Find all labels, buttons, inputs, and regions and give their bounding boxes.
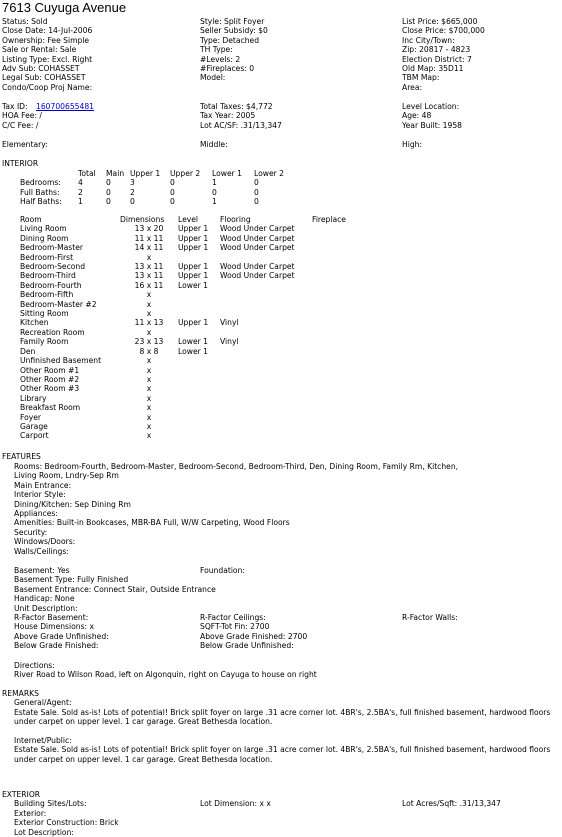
room-cell: Dimensions xyxy=(120,215,165,224)
room-row xyxy=(20,394,372,403)
room-cell xyxy=(220,413,312,422)
above-grade-finished: Above Grade Finished: 2700 xyxy=(200,631,308,641)
room-cell: Bedroom-Fourth xyxy=(20,280,82,290)
room-cell: Sitting Room xyxy=(20,309,69,319)
room-cell: Other Room #1 xyxy=(20,365,80,375)
room-cell xyxy=(312,309,372,318)
summary-col-2 xyxy=(200,17,268,83)
room-cell: Upper 1 xyxy=(178,243,209,253)
room-cell xyxy=(312,403,372,412)
feature-line-5: Appliances: xyxy=(14,508,58,518)
room-row xyxy=(20,290,372,299)
counts-cell: 0 xyxy=(130,197,135,207)
room-cell xyxy=(312,375,372,384)
room-cell xyxy=(220,431,312,440)
summary-field-1: Close Date: 14-Jul-2006 xyxy=(2,26,93,36)
summary-field-3: Sale or Rental: Sale xyxy=(2,45,77,55)
room-cell xyxy=(220,253,312,262)
room-cell: x xyxy=(146,356,152,366)
summary-field-2: Ownership: Fee Simple xyxy=(2,35,90,45)
room-cell xyxy=(178,300,220,309)
elementary-school: Elementary: xyxy=(2,140,48,149)
tax-field-2: Lot AC/SF: .31/13,347 xyxy=(200,120,282,130)
room-cell xyxy=(220,422,312,431)
room-cell: x xyxy=(146,299,152,309)
room-cell: Unfinished Basement xyxy=(20,356,102,366)
room-cell: x xyxy=(146,252,152,262)
room-cell xyxy=(178,403,220,412)
summary-field-2: Inc City/Town: xyxy=(402,35,455,45)
room-cell xyxy=(178,356,220,365)
building-sites: Building Sites/Lots: xyxy=(14,799,87,809)
tax-id-link[interactable]: 160700655481 xyxy=(36,102,94,111)
high-school: High: xyxy=(402,140,423,149)
summary-field-4: #Levels: 2 xyxy=(200,54,241,64)
room-cell xyxy=(312,318,372,327)
summary-field-5: Old Map: 35D11 xyxy=(402,63,464,73)
summary-field-5: #Fireplaces: 0 xyxy=(200,63,255,73)
exterior-line-1: Exterior Construction: Brick xyxy=(14,818,119,828)
room-cell: x xyxy=(146,327,152,337)
room-cell xyxy=(312,271,372,280)
room-cell: Fireplace xyxy=(312,215,346,224)
room-cell: Living Room xyxy=(20,224,67,234)
exterior-details xyxy=(14,809,119,837)
interior-heading: INTERIOR xyxy=(2,159,39,168)
room-cell: x xyxy=(146,374,152,384)
counts-cell: 0 xyxy=(170,187,175,197)
counts-cell: Full Baths: xyxy=(20,187,60,197)
counts-row xyxy=(20,197,294,206)
tax-col-3 xyxy=(402,102,462,130)
room-cell: Bedroom-Third xyxy=(20,271,76,281)
room-row xyxy=(20,243,372,252)
room-row xyxy=(20,403,372,412)
room-row xyxy=(20,431,372,440)
room-cell xyxy=(178,366,220,375)
room-row xyxy=(20,262,372,271)
room-cell xyxy=(312,384,372,393)
room-cell: x xyxy=(146,431,152,441)
room-row xyxy=(20,328,372,337)
lot-dimension: Lot Dimension: x x xyxy=(200,799,271,809)
counts-cell: 0 xyxy=(254,187,259,197)
room-cell xyxy=(220,281,312,290)
room-cell: Bedroom-Master xyxy=(20,243,84,253)
room-cell: Wood Under Carpet xyxy=(220,233,295,243)
room-cell: Upper 1 xyxy=(178,271,209,281)
room-cell: x xyxy=(146,421,152,431)
room-row xyxy=(20,224,372,233)
room-cell: 11 x 11 xyxy=(134,233,164,243)
feature-line-1: Living Room, Lndry-Sep Rm xyxy=(14,471,119,481)
basement-field: Basement: Yes xyxy=(14,566,70,575)
counts-cell: 1 xyxy=(78,197,83,207)
feature-line-7: Security: xyxy=(14,527,48,537)
room-cell xyxy=(178,290,220,299)
counts-cell: Total xyxy=(78,169,96,178)
room-cell xyxy=(312,356,372,365)
room-cell: 13 x 11 xyxy=(134,271,164,281)
summary-col-3 xyxy=(402,17,485,92)
counts-cell: 0 xyxy=(170,178,175,188)
room-row xyxy=(20,366,372,375)
above-grade-unfinished: Above Grade Unfinished: xyxy=(14,631,109,641)
room-cell: x xyxy=(146,290,152,300)
rfactor-basement: R-Factor Basement: xyxy=(14,613,89,622)
rfactor-ceilings: R-Factor Ceilings: xyxy=(200,613,266,622)
tax-field-2: Year Built: 1958 xyxy=(402,120,463,130)
remarks-heading: REMARKS xyxy=(2,689,39,698)
counts-cell: 2 xyxy=(130,187,135,197)
room-cell xyxy=(178,253,220,262)
basement-line-2: Handicap: None xyxy=(14,594,75,604)
room-cell: Bedroom-Master #2 xyxy=(20,299,97,309)
sqft-tot-fin: SQFT-Tot Fin: 2700 xyxy=(200,622,270,632)
summary-field-7: Condo/Coop Proj Name: xyxy=(2,82,93,92)
room-cell: Wood Under Carpet xyxy=(220,243,295,253)
room-cell xyxy=(220,366,312,375)
foundation-field: Foundation: xyxy=(200,566,245,575)
feature-line-3: Interior Style: xyxy=(14,490,66,500)
counts-cell: Bedrooms: xyxy=(20,178,61,188)
room-cell: 16 x 11 xyxy=(134,280,164,290)
room-row xyxy=(20,309,372,318)
counts-row xyxy=(20,188,294,197)
room-cell xyxy=(312,431,372,440)
feature-line-4: Dining/Kitchen: Sep Dining Rm xyxy=(14,499,131,509)
tax-field-0: HOA Fee: / xyxy=(2,111,42,121)
room-cell: Wood Under Carpet xyxy=(220,262,295,272)
tax-field-0: Level Location: xyxy=(402,102,460,111)
counts-cell: 0 xyxy=(212,187,217,197)
tax-id-row xyxy=(2,102,94,111)
counts-row xyxy=(20,178,294,187)
room-cell: Bedroom-First xyxy=(20,252,74,262)
features-heading: FEATURES xyxy=(2,452,41,461)
feature-line-0: Rooms: Bedroom-Fourth, Bedroom-Master, Bedroom-Second, Bedroom-Third, Den, Dining Room, Family Rm, Kitchen, xyxy=(14,462,459,471)
tax-field-0: Total Taxes: $4,772 xyxy=(200,102,273,111)
summary-field-3: Zip: 20817 - 4823 xyxy=(402,45,471,55)
room-cell xyxy=(220,384,312,393)
directions-label: Directions: xyxy=(14,661,55,670)
room-row xyxy=(20,356,372,365)
room-cell: Breakfast Room xyxy=(20,403,81,413)
general-agent-remarks: Estate Sale. Sold as-is! Lots of potential! Brick split foyer on large .31 acre corner lot. 4BR's, 2.5BA's, full finished basement, hardwood floors under carpet on upper level. 1 car garage. Great Bethesda location. xyxy=(14,707,551,727)
room-cell: Bedroom-Fifth xyxy=(20,290,74,300)
counts-cell: Lower 1 xyxy=(212,169,242,178)
room-cell xyxy=(312,413,372,422)
summary-field-1: Close Price: $700,000 xyxy=(402,26,485,36)
room-cell: Family Room xyxy=(20,337,69,347)
room-cell xyxy=(178,328,220,337)
internet-public-remarks: Estate Sale. Sold as-is! Lots of potential! Brick split foyer on large .31 acre corner lot. 4BR's, 2.5BA's, full finished basement, hardwood floors under carpet on upper level. 1 car garage. Great Bethesda location. xyxy=(14,745,551,764)
counts-cell: Lower 2 xyxy=(254,169,284,178)
room-cell xyxy=(312,262,372,271)
summary-field-1: Seller Subsidy: $0 xyxy=(200,26,268,36)
basement-line-1: Basement Entrance: Connect Stair, Outside Entrance xyxy=(14,584,216,594)
counts-cell: Upper 2 xyxy=(170,169,201,178)
basement-details xyxy=(14,575,216,613)
room-cell xyxy=(312,224,372,233)
room-cell xyxy=(220,403,312,412)
room-cell: Wood Under Carpet xyxy=(220,271,295,281)
room-cell: Recreation Room xyxy=(20,327,85,337)
room-cell: Library xyxy=(20,393,47,403)
room-cell: Vinyl xyxy=(220,337,239,347)
summary-field-7: Area: xyxy=(402,82,423,92)
feature-line-8: Windows/Doors: xyxy=(14,537,76,547)
summary-field-0: Status: Sold xyxy=(2,17,48,26)
room-cell: x xyxy=(146,384,152,394)
room-row xyxy=(20,234,372,243)
room-cell xyxy=(220,290,312,299)
counts-cell: 1 xyxy=(212,197,217,207)
summary-field-4: Election District: 7 xyxy=(402,54,472,64)
room-cell: 11 x 13 xyxy=(134,318,164,328)
room-cell xyxy=(178,309,220,318)
room-cell xyxy=(312,394,372,403)
below-grade-unfinished: Below Grade Unfinished: xyxy=(200,641,294,651)
counts-header-row xyxy=(20,169,294,178)
house-dimensions: House Dimensions: x xyxy=(14,622,94,632)
tax-field-1: C/C Fee: / xyxy=(2,120,39,130)
room-row xyxy=(20,413,372,422)
exterior-line-2: Lot Description: xyxy=(14,827,74,837)
exterior-heading: EXTERIOR xyxy=(2,790,41,799)
room-cell: x xyxy=(146,403,152,413)
bedroom-bath-counts-table xyxy=(20,169,294,207)
room-cell xyxy=(312,366,372,375)
counts-cell: Upper 1 xyxy=(130,169,161,178)
room-cell xyxy=(220,309,312,318)
summary-col-1 xyxy=(2,17,92,92)
feature-line-6: Amenities: Built-in Bookcases, MBR-BA Full, W/W Carpeting, Wood Floors xyxy=(14,518,290,528)
room-cell: x xyxy=(146,393,152,403)
room-cell xyxy=(312,290,372,299)
room-row xyxy=(20,337,372,346)
internet-public-label: Internet/Public: xyxy=(14,736,72,745)
room-cell xyxy=(178,394,220,403)
general-agent-label: General/Agent: xyxy=(14,698,72,708)
room-cell xyxy=(178,431,220,440)
rfactor-walls: R-Factor Walls: xyxy=(402,613,458,622)
room-cell xyxy=(312,422,372,431)
room-cell xyxy=(220,328,312,337)
room-cell: Upper 1 xyxy=(178,233,209,243)
room-cell: x xyxy=(146,412,152,422)
room-cell: Room xyxy=(20,215,42,224)
room-cell: 23 x 13 xyxy=(134,337,164,347)
room-row xyxy=(20,422,372,431)
room-cell: Vinyl xyxy=(220,318,239,328)
room-row xyxy=(20,300,372,309)
room-cell xyxy=(220,347,312,356)
room-cell: 8 x 8 xyxy=(139,346,159,356)
room-cell: Upper 1 xyxy=(178,262,209,272)
basement-line-3: Unit Description: xyxy=(14,603,78,613)
room-row xyxy=(20,318,372,327)
directions-text: River Road to Wilson Road, left on Algonquin, right on Cayuga to house on right xyxy=(14,670,317,680)
feature-line-9: Walls/Ceilings: xyxy=(14,546,69,556)
room-cell: Den xyxy=(20,346,36,356)
room-cell: Level xyxy=(178,215,199,224)
summary-field-4: Listing Type: Excl. Right xyxy=(2,54,93,64)
room-row xyxy=(20,271,372,280)
room-cell: Other Room #2 xyxy=(20,374,80,384)
summary-field-0: List Price: $665,000 xyxy=(402,17,478,26)
room-row xyxy=(20,347,372,356)
counts-cell: 0 xyxy=(170,197,175,207)
room-cell: Other Room #3 xyxy=(20,384,80,394)
counts-cell: 0 xyxy=(254,197,259,207)
middle-school: Middle: xyxy=(200,140,228,149)
tax-col-1 xyxy=(2,111,42,130)
room-cell: Lower 1 xyxy=(178,280,208,290)
room-cell xyxy=(312,281,372,290)
counts-cell: Main xyxy=(106,169,125,178)
room-cell xyxy=(178,413,220,422)
lot-acres-sqft: Lot Acres/Sqft: .31/13,347 xyxy=(402,799,501,809)
counts-cell: 0 xyxy=(254,178,259,188)
room-cell xyxy=(220,300,312,309)
room-cell xyxy=(312,347,372,356)
features-list xyxy=(14,462,458,556)
counts-cell: 0 xyxy=(106,187,111,197)
room-cell: Upper 1 xyxy=(178,318,209,328)
counts-cell: 1 xyxy=(212,178,217,188)
below-grade-finished: Below Grade Finished: xyxy=(14,641,99,651)
rooms-table xyxy=(20,215,372,441)
room-cell: Kitchen xyxy=(20,318,49,328)
room-cell xyxy=(312,234,372,243)
room-cell: 13 x 20 xyxy=(134,224,164,234)
room-row xyxy=(20,375,372,384)
tax-field-1: Age: 48 xyxy=(402,111,432,121)
room-row xyxy=(20,253,372,262)
counts-cell: 0 xyxy=(106,197,111,207)
room-cell xyxy=(220,356,312,365)
room-cell: Bedroom-Second xyxy=(20,262,86,272)
summary-field-6: Legal Sub: COHASSET xyxy=(2,73,86,83)
rooms-header-row xyxy=(20,215,372,224)
page-title: 7613 Cuyuga Avenue xyxy=(2,0,127,15)
room-cell: Flooring xyxy=(220,215,251,224)
summary-field-6: TBM Map: xyxy=(402,73,440,83)
room-cell: Carport xyxy=(20,431,49,441)
room-cell: Foyer xyxy=(20,412,42,422)
room-cell xyxy=(220,375,312,384)
room-cell xyxy=(178,422,220,431)
counts-cell: 4 xyxy=(78,178,83,188)
room-cell: Upper 1 xyxy=(178,224,209,234)
room-cell xyxy=(312,337,372,346)
counts-cell: 0 xyxy=(106,178,111,188)
counts-cell: Half Baths: xyxy=(20,197,62,207)
room-cell: Dining Room xyxy=(20,233,69,243)
summary-field-0: Style: Split Foyer xyxy=(200,17,265,26)
summary-field-6: Model: xyxy=(200,73,226,83)
tax-field-1: Tax Year: 2005 xyxy=(200,111,256,121)
counts-cell xyxy=(20,169,78,178)
room-cell xyxy=(178,384,220,393)
room-row xyxy=(20,384,372,393)
basement-line-0: Basement Type: Fully Finished xyxy=(14,575,129,585)
room-cell: 13 x 11 xyxy=(134,262,164,272)
room-cell xyxy=(178,375,220,384)
room-cell: 14 x 11 xyxy=(134,243,164,253)
summary-field-2: Type: Detached xyxy=(200,35,260,45)
room-cell: x xyxy=(146,309,152,319)
room-cell: Garage xyxy=(20,421,48,431)
room-cell: x xyxy=(146,365,152,375)
counts-cell: 2 xyxy=(78,187,83,197)
room-cell xyxy=(312,328,372,337)
tax-id-label: Tax ID: xyxy=(2,102,28,111)
counts-cell: 3 xyxy=(130,178,135,188)
feature-line-2: Main Entrance: xyxy=(14,480,72,490)
room-cell: Lower 1 xyxy=(178,346,208,356)
summary-field-5: Adv Sub: COHASSET xyxy=(2,63,80,73)
room-cell xyxy=(312,243,372,252)
room-cell xyxy=(220,394,312,403)
room-cell xyxy=(312,300,372,309)
tax-col-2 xyxy=(200,102,282,130)
room-cell: Wood Under Carpet xyxy=(220,224,295,234)
room-cell xyxy=(312,253,372,262)
summary-field-3: TH Type: xyxy=(200,45,233,55)
room-row xyxy=(20,281,372,290)
exterior-line-0: Exterior: xyxy=(14,808,47,818)
room-cell: Lower 1 xyxy=(178,337,208,347)
